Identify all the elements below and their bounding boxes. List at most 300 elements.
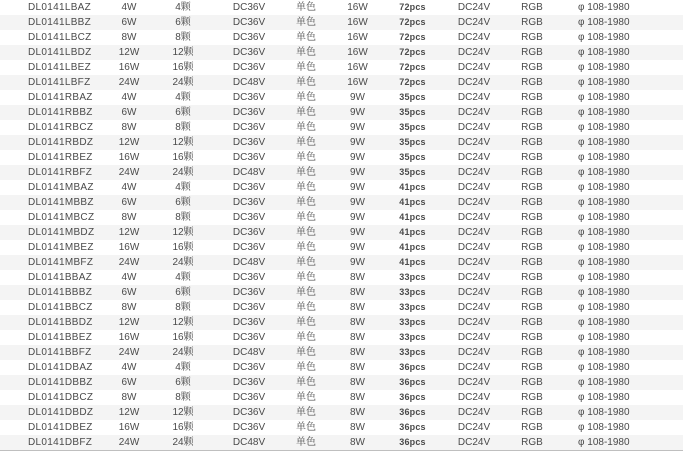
cell-power: 6W <box>121 107 137 118</box>
cell-led-count: 6颗 <box>175 107 191 118</box>
cell-rgb-voltage: DC24V <box>457 302 491 313</box>
cell-input-voltage: DC36V <box>232 377 266 388</box>
cell-rgb-voltage: DC24V <box>457 257 491 268</box>
cell-led-count: 16颗 <box>172 332 194 343</box>
cell-input-voltage: DC36V <box>232 152 266 163</box>
cell-color-system: RGB <box>521 407 543 418</box>
cell-model: DL0141BBEZ <box>28 332 93 343</box>
cell-input-voltage: DC36V <box>232 392 266 403</box>
cell-rgb-power: 8W <box>350 377 365 388</box>
cell-color-mode: 单色 <box>296 47 316 58</box>
cell-diameter-range: φ 108-1980 <box>578 167 630 178</box>
cell-led-count: 8颗 <box>175 122 191 133</box>
cell-model: DL0141LBDZ <box>28 47 92 58</box>
table-row <box>0 90 683 105</box>
cell-model: DL0141BBAZ <box>28 272 93 283</box>
cell-model: DL0141DBEZ <box>28 422 93 433</box>
cell-color-mode: 单色 <box>296 287 316 298</box>
cell-input-voltage: DC36V <box>232 17 266 28</box>
cell-led-count: 6颗 <box>175 197 191 208</box>
cell-rgb-power: 8W <box>350 272 365 283</box>
cell-pixel-count: 35pcs <box>399 122 426 132</box>
cell-rgb-voltage: DC24V <box>457 437 491 448</box>
cell-color-mode: 单色 <box>296 152 316 163</box>
cell-power: 8W <box>121 302 137 313</box>
cell-color-system: RGB <box>521 62 543 73</box>
cell-led-count: 4颗 <box>175 272 191 283</box>
cell-color-system: RGB <box>521 362 543 373</box>
cell-led-count: 12颗 <box>172 317 194 328</box>
cell-power: 24W <box>118 257 140 268</box>
table-row <box>0 120 683 135</box>
cell-input-voltage: DC48V <box>232 257 266 268</box>
cell-color-system: RGB <box>521 302 543 313</box>
cell-pixel-count: 33pcs <box>399 317 426 327</box>
cell-color-mode: 单色 <box>296 362 316 373</box>
cell-model: DL0141RBBZ <box>28 107 93 118</box>
cell-power: 16W <box>118 152 140 163</box>
cell-rgb-power: 8W <box>350 407 365 418</box>
cell-input-voltage: DC36V <box>232 422 266 433</box>
cell-diameter-range: φ 108-1980 <box>578 377 630 388</box>
cell-pixel-count: 36pcs <box>399 392 426 402</box>
cell-pixel-count: 35pcs <box>399 152 426 162</box>
cell-color-mode: 单色 <box>296 92 316 103</box>
cell-rgb-power: 8W <box>350 437 365 448</box>
cell-rgb-power: 9W <box>350 137 365 148</box>
cell-color-system: RGB <box>521 77 543 88</box>
cell-color-mode: 单色 <box>296 62 316 73</box>
cell-pixel-count: 33pcs <box>399 287 426 297</box>
table-row <box>0 180 683 195</box>
cell-rgb-power: 8W <box>350 287 365 298</box>
cell-model: DL0141BBBZ <box>28 287 93 298</box>
cell-pixel-count: 41pcs <box>399 182 426 192</box>
cell-led-count: 16颗 <box>172 242 194 253</box>
cell-rgb-voltage: DC24V <box>457 347 491 358</box>
cell-diameter-range: φ 108-1980 <box>578 182 630 193</box>
cell-color-mode: 单色 <box>296 122 316 133</box>
table-row <box>0 15 683 30</box>
cell-diameter-range: φ 108-1980 <box>578 437 630 448</box>
cell-rgb-voltage: DC24V <box>457 122 491 133</box>
cell-rgb-power: 16W <box>347 32 368 43</box>
cell-rgb-voltage: DC24V <box>457 167 491 178</box>
cell-rgb-power: 8W <box>350 332 365 343</box>
cell-rgb-power: 8W <box>350 347 365 358</box>
cell-color-system: RGB <box>521 272 543 283</box>
cell-rgb-power: 9W <box>350 122 365 133</box>
cell-diameter-range: φ 108-1980 <box>578 272 630 283</box>
cell-model: DL0141MBBZ <box>28 197 94 208</box>
cell-input-voltage: DC36V <box>232 227 266 238</box>
cell-pixel-count: 36pcs <box>399 422 426 432</box>
cell-model: DL0141MBAZ <box>28 182 94 193</box>
cell-led-count: 12颗 <box>172 47 194 58</box>
cell-color-mode: 单色 <box>296 317 316 328</box>
cell-pixel-count: 41pcs <box>399 212 426 222</box>
cell-color-mode: 单色 <box>296 2 316 13</box>
cell-color-system: RGB <box>521 437 543 448</box>
cell-led-count: 4颗 <box>175 182 191 193</box>
cell-rgb-power: 9W <box>350 257 365 268</box>
cell-diameter-range: φ 108-1980 <box>578 32 630 43</box>
table-row <box>0 165 683 180</box>
cell-model: DL0141MBCZ <box>28 212 95 223</box>
table-row <box>0 135 683 150</box>
cell-power: 12W <box>118 47 140 58</box>
cell-rgb-voltage: DC24V <box>457 227 491 238</box>
cell-model: DL0141DBAZ <box>28 362 93 373</box>
cell-rgb-voltage: DC24V <box>457 392 491 403</box>
cell-model: DL0141LBFZ <box>28 77 91 88</box>
cell-model: DL0141LBCZ <box>28 32 92 43</box>
cell-input-voltage: DC48V <box>232 347 266 358</box>
cell-pixel-count: 36pcs <box>399 437 426 447</box>
cell-led-count: 8颗 <box>175 32 191 43</box>
cell-input-voltage: DC48V <box>232 77 266 88</box>
cell-color-mode: 单色 <box>296 167 316 178</box>
cell-model: DL0141DBDZ <box>28 407 94 418</box>
cell-rgb-power: 8W <box>350 302 365 313</box>
cell-rgb-voltage: DC24V <box>457 422 491 433</box>
table-row <box>0 345 683 360</box>
cell-power: 6W <box>121 17 137 28</box>
table-row <box>0 375 683 390</box>
cell-led-count: 8颗 <box>175 392 191 403</box>
cell-led-count: 16颗 <box>172 62 194 73</box>
cell-color-system: RGB <box>521 92 543 103</box>
cell-input-voltage: DC36V <box>232 317 266 328</box>
cell-led-count: 24颗 <box>172 347 194 358</box>
cell-rgb-power: 9W <box>350 227 365 238</box>
cell-color-mode: 单色 <box>296 347 316 358</box>
cell-color-system: RGB <box>521 122 543 133</box>
cell-diameter-range: φ 108-1980 <box>578 77 630 88</box>
cell-power: 24W <box>118 437 140 448</box>
cell-power: 8W <box>121 392 137 403</box>
table-row <box>0 0 683 15</box>
cell-color-system: RGB <box>521 347 543 358</box>
cell-rgb-voltage: DC24V <box>457 152 491 163</box>
cell-power: 8W <box>121 212 137 223</box>
cell-rgb-power: 9W <box>350 197 365 208</box>
table-row <box>0 390 683 405</box>
cell-model: DL0141BBDZ <box>28 317 93 328</box>
table-row <box>0 75 683 90</box>
cell-model: DL0141RBEZ <box>28 152 93 163</box>
cell-color-system: RGB <box>521 317 543 328</box>
cell-color-system: RGB <box>521 332 543 343</box>
cell-power: 24W <box>118 167 140 178</box>
cell-rgb-voltage: DC24V <box>457 317 491 328</box>
cell-rgb-voltage: DC24V <box>457 77 491 88</box>
cell-rgb-voltage: DC24V <box>457 137 491 148</box>
cell-input-voltage: DC36V <box>232 182 266 193</box>
cell-diameter-range: φ 108-1980 <box>578 332 630 343</box>
cell-color-mode: 单色 <box>296 422 316 433</box>
cell-input-voltage: DC36V <box>232 332 266 343</box>
cell-diameter-range: φ 108-1980 <box>578 362 630 373</box>
cell-input-voltage: DC36V <box>232 302 266 313</box>
cell-color-system: RGB <box>521 32 543 43</box>
cell-diameter-range: φ 108-1980 <box>578 17 630 28</box>
cell-color-mode: 单色 <box>296 32 316 43</box>
cell-rgb-voltage: DC24V <box>457 92 491 103</box>
cell-power: 16W <box>118 332 140 343</box>
cell-power: 24W <box>118 77 140 88</box>
cell-color-system: RGB <box>521 422 543 433</box>
cell-rgb-power: 8W <box>350 317 365 328</box>
cell-rgb-power: 8W <box>350 362 365 373</box>
cell-power: 6W <box>121 377 137 388</box>
cell-power: 16W <box>118 422 140 433</box>
cell-power: 12W <box>118 407 140 418</box>
cell-model: DL0141RBCZ <box>28 122 94 133</box>
cell-rgb-power: 9W <box>350 242 365 253</box>
cell-input-voltage: DC36V <box>232 122 266 133</box>
cell-power: 12W <box>118 137 140 148</box>
cell-diameter-range: φ 108-1980 <box>578 407 630 418</box>
cell-led-count: 16颗 <box>172 152 194 163</box>
cell-input-voltage: DC36V <box>232 2 266 13</box>
cell-power: 6W <box>121 197 137 208</box>
cell-rgb-voltage: DC24V <box>457 212 491 223</box>
cell-led-count: 8颗 <box>175 212 191 223</box>
cell-rgb-voltage: DC24V <box>457 272 491 283</box>
cell-diameter-range: φ 108-1980 <box>578 212 630 223</box>
cell-rgb-voltage: DC24V <box>457 47 491 58</box>
cell-pixel-count: 35pcs <box>399 167 426 177</box>
cell-rgb-voltage: DC24V <box>457 362 491 373</box>
table-row <box>0 270 683 285</box>
cell-led-count: 4颗 <box>175 2 191 13</box>
cell-color-system: RGB <box>521 107 543 118</box>
cell-diameter-range: φ 108-1980 <box>578 392 630 403</box>
cell-rgb-voltage: DC24V <box>457 17 491 28</box>
cell-color-mode: 单色 <box>296 437 316 448</box>
cell-rgb-voltage: DC24V <box>457 62 491 73</box>
table-row <box>0 210 683 225</box>
cell-color-mode: 单色 <box>296 227 316 238</box>
cell-color-system: RGB <box>521 257 543 268</box>
cell-power: 4W <box>121 182 137 193</box>
cell-power: 16W <box>118 62 140 73</box>
cell-pixel-count: 41pcs <box>399 197 426 207</box>
cell-model: DL0141DBCZ <box>28 392 94 403</box>
cell-color-mode: 单色 <box>296 17 316 28</box>
cell-input-voltage: DC36V <box>232 242 266 253</box>
cell-diameter-range: φ 108-1980 <box>578 137 630 148</box>
cell-diameter-range: φ 108-1980 <box>578 152 630 163</box>
cell-input-voltage: DC36V <box>232 137 266 148</box>
table-row <box>0 195 683 210</box>
cell-led-count: 6颗 <box>175 17 191 28</box>
cell-rgb-power: 16W <box>347 77 368 88</box>
cell-diameter-range: φ 108-1980 <box>578 62 630 73</box>
cell-pixel-count: 41pcs <box>399 257 426 267</box>
cell-power: 12W <box>118 227 140 238</box>
cell-rgb-voltage: DC24V <box>457 332 491 343</box>
cell-rgb-voltage: DC24V <box>457 197 491 208</box>
cell-rgb-power: 9W <box>350 182 365 193</box>
cell-color-system: RGB <box>521 152 543 163</box>
cell-led-count: 4颗 <box>175 362 191 373</box>
cell-diameter-range: φ 108-1980 <box>578 107 630 118</box>
cell-rgb-voltage: DC24V <box>457 32 491 43</box>
cell-pixel-count: 72pcs <box>399 17 426 27</box>
cell-model: DL0141LBEZ <box>28 62 92 73</box>
cell-color-system: RGB <box>521 47 543 58</box>
cell-color-system: RGB <box>521 2 543 13</box>
cell-power: 8W <box>121 122 137 133</box>
table-row <box>0 435 683 450</box>
cell-color-system: RGB <box>521 167 543 178</box>
table-row <box>0 240 683 255</box>
table-row <box>0 45 683 60</box>
cell-led-count: 16颗 <box>172 422 194 433</box>
cell-model: DL0141MBDZ <box>28 227 95 238</box>
cell-led-count: 24颗 <box>172 167 194 178</box>
cell-power: 6W <box>121 287 137 298</box>
cell-pixel-count: 72pcs <box>399 47 426 57</box>
table-row <box>0 150 683 165</box>
cell-model: DL0141DBFZ <box>28 437 93 448</box>
cell-color-system: RGB <box>521 197 543 208</box>
cell-color-system: RGB <box>521 377 543 388</box>
cell-pixel-count: 36pcs <box>399 362 426 372</box>
table-row <box>0 330 683 345</box>
cell-led-count: 24颗 <box>172 257 194 268</box>
cell-color-system: RGB <box>521 392 543 403</box>
cell-pixel-count: 33pcs <box>399 347 426 357</box>
table-row <box>0 225 683 240</box>
cell-model: DL0141BBCZ <box>28 302 93 313</box>
cell-input-voltage: DC36V <box>232 32 266 43</box>
cell-model: DL0141MBEZ <box>28 242 94 253</box>
cell-color-system: RGB <box>521 137 543 148</box>
cell-pixel-count: 72pcs <box>399 32 426 42</box>
table-row <box>0 60 683 75</box>
cell-input-voltage: DC36V <box>232 212 266 223</box>
cell-model: DL0141MBFZ <box>28 257 94 268</box>
cell-color-mode: 单色 <box>296 377 316 388</box>
cell-diameter-range: φ 108-1980 <box>578 92 630 103</box>
cell-color-system: RGB <box>521 287 543 298</box>
cell-input-voltage: DC36V <box>232 272 266 283</box>
cell-rgb-power: 9W <box>350 92 365 103</box>
cell-color-mode: 单色 <box>296 107 316 118</box>
table-row <box>0 315 683 330</box>
cell-model: DL0141BBFZ <box>28 347 92 358</box>
cell-pixel-count: 35pcs <box>399 107 426 117</box>
cell-input-voltage: DC36V <box>232 407 266 418</box>
cell-rgb-power: 16W <box>347 47 368 58</box>
cell-power: 12W <box>118 317 140 328</box>
cell-rgb-voltage: DC24V <box>457 107 491 118</box>
cell-color-system: RGB <box>521 182 543 193</box>
cell-rgb-power: 9W <box>350 107 365 118</box>
cell-diameter-range: φ 108-1980 <box>578 122 630 133</box>
cell-color-mode: 单色 <box>296 302 316 313</box>
cell-power: 16W <box>118 242 140 253</box>
cell-input-voltage: DC48V <box>232 437 266 448</box>
cell-pixel-count: 72pcs <box>399 2 426 12</box>
cell-power: 4W <box>121 92 137 103</box>
cell-input-voltage: DC36V <box>232 62 266 73</box>
cell-color-system: RGB <box>521 212 543 223</box>
cell-led-count: 6颗 <box>175 377 191 388</box>
cell-pixel-count: 36pcs <box>399 377 426 387</box>
cell-led-count: 12颗 <box>172 137 194 148</box>
cell-model: DL0141RBFZ <box>28 167 93 178</box>
cell-pixel-count: 72pcs <box>399 77 426 87</box>
cell-color-mode: 单色 <box>296 242 316 253</box>
cell-pixel-count: 72pcs <box>399 62 426 72</box>
cell-rgb-power: 9W <box>350 152 365 163</box>
cell-color-system: RGB <box>521 242 543 253</box>
cell-input-voltage: DC36V <box>232 197 266 208</box>
cell-model: DL0141RBDZ <box>28 137 94 148</box>
cell-input-voltage: DC36V <box>232 287 266 298</box>
table-row <box>0 30 683 45</box>
table-row <box>0 360 683 375</box>
cell-power: 4W <box>121 2 137 13</box>
cell-led-count: 4颗 <box>175 92 191 103</box>
cell-input-voltage: DC36V <box>232 362 266 373</box>
cell-color-mode: 单色 <box>296 272 316 283</box>
cell-pixel-count: 41pcs <box>399 227 426 237</box>
cell-diameter-range: φ 108-1980 <box>578 2 630 13</box>
cell-color-mode: 单色 <box>296 407 316 418</box>
cell-color-mode: 单色 <box>296 212 316 223</box>
cell-model: DL0141RBAZ <box>28 92 93 103</box>
table-row <box>0 420 683 435</box>
cell-power: 24W <box>118 347 140 358</box>
table-row <box>0 405 683 420</box>
cell-diameter-range: φ 108-1980 <box>578 302 630 313</box>
cell-color-mode: 单色 <box>296 197 316 208</box>
cell-color-system: RGB <box>521 17 543 28</box>
cell-diameter-range: φ 108-1980 <box>578 317 630 328</box>
table-row <box>0 105 683 120</box>
cell-pixel-count: 33pcs <box>399 332 426 342</box>
cell-rgb-power: 8W <box>350 392 365 403</box>
cell-power: 4W <box>121 362 137 373</box>
table-row <box>0 255 683 270</box>
cell-rgb-voltage: DC24V <box>457 2 491 13</box>
cell-diameter-range: φ 108-1980 <box>578 197 630 208</box>
cell-rgb-power: 9W <box>350 212 365 223</box>
cell-led-count: 6颗 <box>175 287 191 298</box>
cell-pixel-count: 41pcs <box>399 242 426 252</box>
table-row <box>0 300 683 315</box>
cell-rgb-voltage: DC24V <box>457 182 491 193</box>
cell-rgb-voltage: DC24V <box>457 377 491 388</box>
cell-diameter-range: φ 108-1980 <box>578 257 630 268</box>
cell-rgb-power: 9W <box>350 167 365 178</box>
cell-led-count: 24颗 <box>172 77 194 88</box>
cell-rgb-power: 16W <box>347 2 368 13</box>
cell-led-count: 12颗 <box>172 407 194 418</box>
cell-pixel-count: 36pcs <box>399 407 426 417</box>
cell-color-mode: 单色 <box>296 182 316 193</box>
cell-diameter-range: φ 108-1980 <box>578 47 630 58</box>
cell-rgb-power: 16W <box>347 62 368 73</box>
cell-pixel-count: 35pcs <box>399 137 426 147</box>
cell-rgb-voltage: DC24V <box>457 287 491 298</box>
cell-input-voltage: DC36V <box>232 92 266 103</box>
